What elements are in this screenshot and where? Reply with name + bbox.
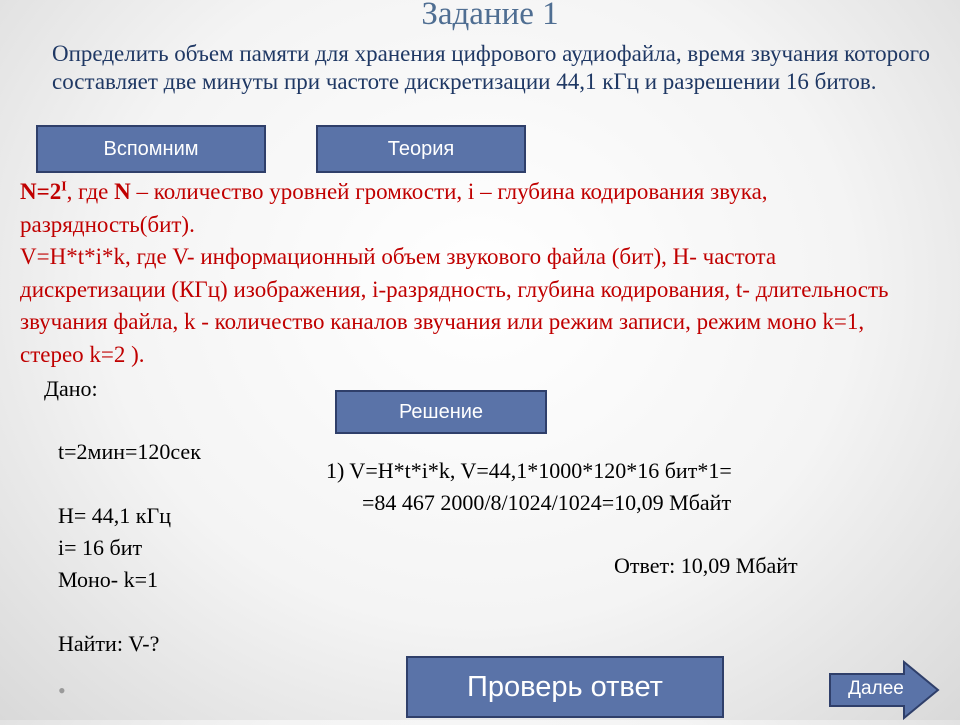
bullet-point: • — [58, 678, 66, 703]
formula2-text: V=H*t*i*k, где V- информационный объем звукового файла (бит), H- частота дискретизации (КГц) изображения, i-разрядность, глубина кодирования, t- длительность звучания файла, k - количество каналов звучания или режим записи, режим моно k=1, стерео k=2 ). — [20, 244, 889, 367]
next-button-label: Далее — [848, 678, 904, 699]
formula1-n: N — [114, 179, 131, 204]
task-text: Определить объем памяти для хранения цифрового аудиофайла, время звучания которого составляет две минуты при частоте дискретизации 44,1 кГц и разрешении 16 битов. — [52, 41, 930, 94]
given-frequency: H= 44,1 кГц — [58, 503, 171, 528]
formula1-text: , где — [66, 179, 115, 204]
solution-line-1: 1) V=H*t*i*k, V=44,1*1000*120*16 бит*1= — [326, 458, 732, 483]
formula1-base: N=2 — [20, 179, 62, 204]
check-answer-button[interactable]: Проверь ответ — [406, 656, 724, 718]
answer-text: Ответ: 10,09 Мбайт — [614, 553, 798, 578]
theory-button[interactable]: Теория — [316, 125, 526, 173]
solution-line-2: =84 467 2000/8/1024/1024=10,09 Мбайт — [362, 490, 732, 515]
given-bit-depth: i= 16 бит — [58, 535, 143, 560]
slide-title: Задание 1 — [421, 0, 559, 32]
formula1-rest: – количество уровней громкости, i – глубина кодирования звука, разрядность(бит). — [20, 179, 768, 237]
next-button[interactable] — [828, 660, 940, 720]
theory-text — [20, 176, 920, 371]
find-label: Найти: V-? — [58, 631, 160, 656]
given-time: t=2мин=120сек — [58, 439, 201, 464]
formula1-exp: I — [61, 179, 67, 195]
recall-button[interactable]: Вспомним — [36, 125, 266, 173]
solution-button[interactable]: Решение — [335, 390, 547, 434]
given-label: Дано: — [44, 376, 98, 401]
given-channels: Моно- k=1 — [58, 567, 159, 592]
